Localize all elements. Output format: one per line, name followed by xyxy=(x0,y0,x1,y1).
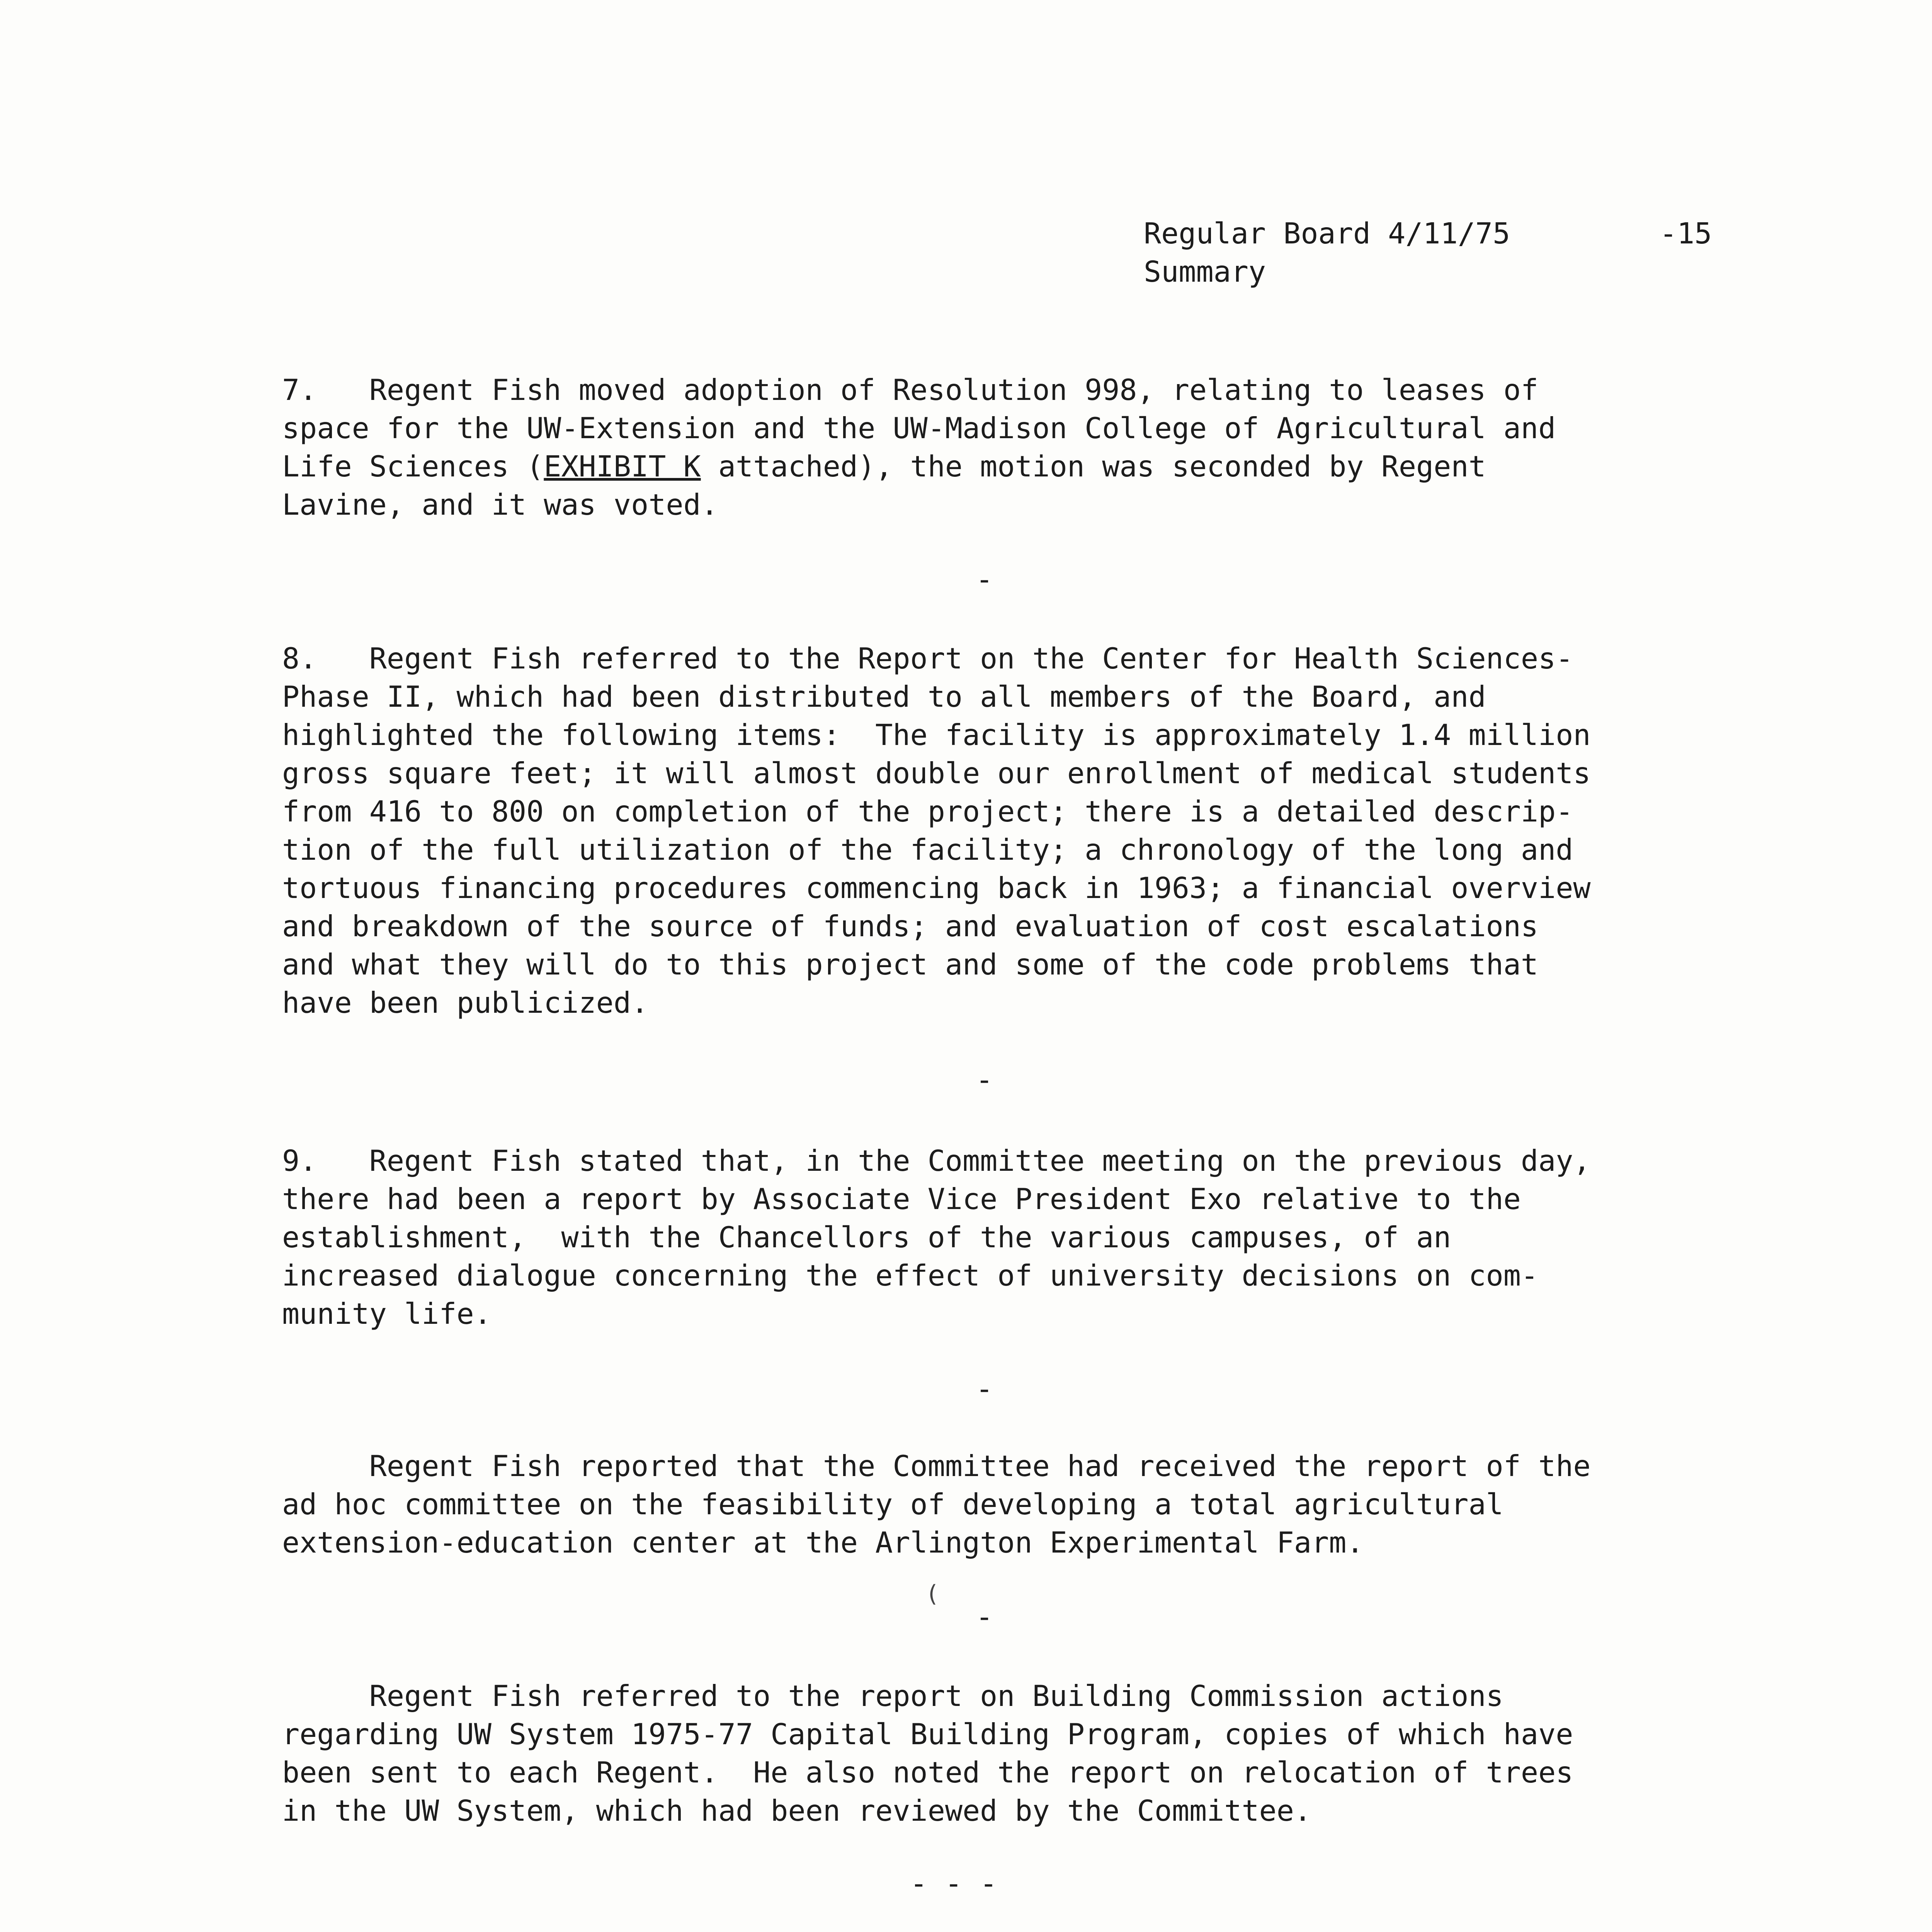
header-title: Regular Board 4/11/75 xyxy=(1144,216,1510,250)
separator-dash: - xyxy=(976,1063,993,1097)
paragraph-agricultural-center xyxy=(282,1447,1591,1562)
paragraph-8-line: from 416 to 800 on completion of the project; there is a detailed descrip- xyxy=(282,794,1573,828)
separator-dash: - xyxy=(976,1600,993,1634)
paragraph-7-line: attached), the motion was seconded by Regent xyxy=(701,449,1486,483)
paragraph-8-line: gross square feet; it will almost double our enrollment of medical students xyxy=(282,756,1591,790)
exhibit-k-reference: EXHIBIT K xyxy=(544,449,701,483)
paragraph-8-line: tortuous financing procedures commencing back in 1963; a financial overview xyxy=(282,871,1591,905)
paragraph-line: extension-education center at the Arlington Experimental Farm. xyxy=(282,1526,1364,1560)
paragraph-9-line: 9. Regent Fish stated that, in the Committee meeting on the previous day, xyxy=(282,1144,1591,1178)
paragraph-7-line: Life Sciences ( xyxy=(282,449,544,483)
header-page-ref: -15 xyxy=(1660,216,1712,250)
header-subtitle: Summary xyxy=(1144,255,1266,289)
paragraph-9-line: there had been a report by Associate Vice President Exo relative to the xyxy=(282,1182,1521,1216)
separator-triple-dash: - - - xyxy=(910,1866,997,1900)
paragraph-line: regarding UW System 1975-77 Capital Building Program, copies of which have xyxy=(282,1717,1573,1751)
paragraph-line: Regent Fish reported that the Committee had received the report of the xyxy=(282,1449,1591,1483)
paragraph-7-line: Lavine, and it was voted. xyxy=(282,488,718,522)
paragraph-9-line: munity life. xyxy=(282,1297,492,1331)
paragraph-line: ad hoc committee on the feasibility of developing a total agricultural xyxy=(282,1487,1503,1521)
separator-dash: - xyxy=(976,562,993,596)
paragraph-8 xyxy=(282,639,1591,1022)
paragraph-7-line: 7. Regent Fish moved adoption of Resolution 998, relating to leases of xyxy=(282,373,1539,407)
paragraph-7 xyxy=(282,371,1556,524)
paragraph-8-line: 8. Regent Fish referred to the Report on the Center for Health Sciences- xyxy=(282,641,1573,675)
paragraph-line: in the UW System, which had been reviewed by the Committee. xyxy=(282,1794,1312,1828)
paragraph-8-line: have been publicized. xyxy=(282,986,649,1020)
paragraph-9 xyxy=(282,1142,1591,1333)
paragraph-line: Regent Fish referred to the report on Building Commission actions xyxy=(282,1679,1503,1713)
paragraph-building-commission xyxy=(282,1677,1573,1830)
paragraph-8-line: Phase II, which had been distributed to all members of the Board, and xyxy=(282,680,1486,714)
stray-mark: ( xyxy=(925,1580,940,1607)
separator-dash: - xyxy=(976,1372,993,1406)
paragraph-8-line: and what they will do to this project and some of the code problems that xyxy=(282,947,1539,981)
paragraph-9-line: increased dialogue concerning the effect of university decisions on com- xyxy=(282,1259,1539,1293)
paragraph-8-line: tion of the full utilization of the facility; a chronology of the long and xyxy=(282,833,1573,867)
paragraph-7-line: space for the UW-Extension and the UW-Madison College of Agricultural and xyxy=(282,411,1556,445)
paragraph-8-line: and breakdown of the source of funds; and evaluation of cost escalations xyxy=(282,909,1539,943)
paragraph-9-line: establishment, with the Chancellors of the various campuses, of an xyxy=(282,1220,1451,1254)
paragraph-line: been sent to each Regent. He also noted the report on relocation of trees xyxy=(282,1755,1573,1789)
paragraph-8-line: highlighted the following items: The facility is approximately 1.4 million xyxy=(282,718,1591,752)
